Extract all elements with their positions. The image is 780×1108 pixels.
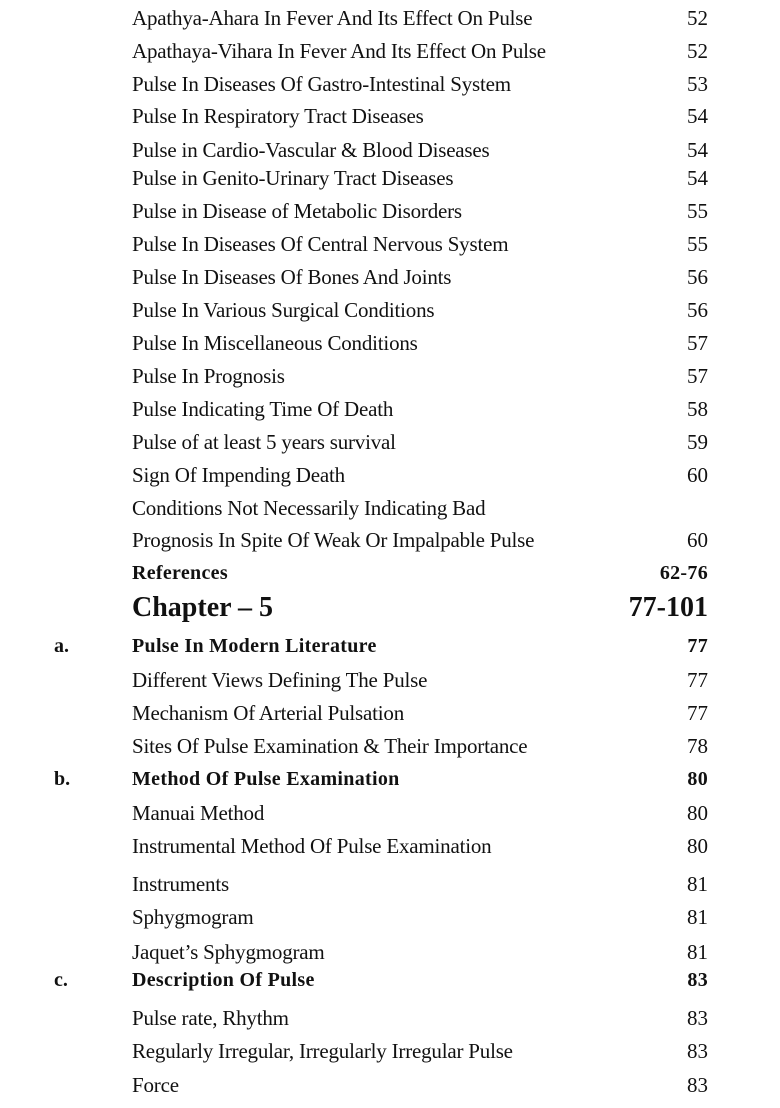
toc-entry xyxy=(0,39,780,69)
toc-entry xyxy=(0,1073,780,1103)
page-number: 54 xyxy=(687,166,708,190)
toc-entry xyxy=(0,232,780,262)
page-number: 57 xyxy=(687,331,708,355)
entry-title: References xyxy=(132,562,228,584)
entry-title: Pulse In Diseases Of Gastro-Intestinal System xyxy=(132,72,511,96)
toc-entry xyxy=(0,801,780,831)
toc-entry xyxy=(0,104,780,134)
page-number: 53 xyxy=(687,72,708,96)
page-number: 83 xyxy=(687,1006,708,1030)
page-number: 55 xyxy=(687,199,708,223)
toc-section-heading xyxy=(0,969,780,999)
toc-entry xyxy=(0,463,780,493)
entry-title: Method Of Pulse Examination xyxy=(132,768,400,790)
entry-title: Pulse In Diseases Of Central Nervous System xyxy=(132,232,509,256)
entry-title: Pulse In Miscellaneous Conditions xyxy=(132,331,418,355)
chapter-heading xyxy=(0,592,780,622)
entry-title: Apathya-Ahara In Fever And Its Effect On Pulse xyxy=(132,6,533,30)
toc-entry xyxy=(0,872,780,902)
page-number: 59 xyxy=(687,430,708,454)
page-number: 52 xyxy=(687,6,708,30)
page-number: 58 xyxy=(687,397,708,421)
page-number: 81 xyxy=(687,872,708,896)
page-number: 54 xyxy=(687,104,708,128)
toc-entry xyxy=(0,265,780,295)
entry-title: Apathaya-Vihara In Fever And Its Effect On Pulse xyxy=(132,39,546,63)
page-number: 80 xyxy=(687,768,708,790)
toc-entry xyxy=(0,364,780,394)
entry-title: Prognosis In Spite Of Weak Or Impalpable Pulse xyxy=(132,528,535,552)
section-marker: b. xyxy=(54,768,71,790)
page-number: 77-101 xyxy=(628,592,708,623)
toc-section-heading xyxy=(0,562,780,592)
entry-title: Mechanism Of Arterial Pulsation xyxy=(132,701,404,725)
entry-title: Pulse in Disease of Metabolic Disorders xyxy=(132,199,462,223)
entry-title: Chapter – 5 xyxy=(132,592,274,623)
toc-entry xyxy=(0,734,780,764)
entry-title: Pulse in Genito-Urinary Tract Diseases xyxy=(132,166,454,190)
page-number: 56 xyxy=(687,298,708,322)
entry-title: Jaquet’s Sphygmogram xyxy=(132,940,325,964)
toc-entry xyxy=(0,6,780,36)
toc-entry xyxy=(0,496,780,526)
toc-entry xyxy=(0,166,780,196)
toc-entry xyxy=(0,834,780,864)
entry-title: Regularly Irregular, Irregularly Irregular Pulse xyxy=(132,1039,513,1063)
toc-entry xyxy=(0,1039,780,1069)
toc-entry xyxy=(0,298,780,328)
page-number: 81 xyxy=(687,905,708,929)
toc-entry xyxy=(0,1006,780,1036)
page-number: 77 xyxy=(687,701,708,725)
entry-title: Sites Of Pulse Examination & Their Importance xyxy=(132,734,528,758)
entry-title: Description Of Pulse xyxy=(132,969,315,991)
toc-section-heading xyxy=(0,768,780,798)
entry-title: Sphygmogram xyxy=(132,905,254,929)
page-number: 83 xyxy=(687,969,708,991)
page-number: 62-76 xyxy=(659,562,708,584)
entry-title: Pulse in Cardio-Vascular & Blood Diseases xyxy=(132,138,490,162)
entry-title: Pulse In Prognosis xyxy=(132,364,285,388)
toc-entry xyxy=(0,905,780,935)
page-number: 77 xyxy=(687,635,708,657)
toc-entry xyxy=(0,72,780,102)
entry-title: Pulse rate, Rhythm xyxy=(132,1006,289,1030)
page-number: 52 xyxy=(687,39,708,63)
toc-entry xyxy=(0,701,780,731)
page-number: 56 xyxy=(687,265,708,289)
entry-title: Force xyxy=(132,1073,179,1097)
toc-section-heading xyxy=(0,635,780,665)
page-number: 83 xyxy=(687,1073,708,1097)
section-marker: a. xyxy=(54,635,69,657)
entry-title: Conditions Not Necessarily Indicating Bad xyxy=(132,496,486,520)
entry-title: Sign Of Impending Death xyxy=(132,463,345,487)
toc-entry xyxy=(0,940,780,970)
toc-entry xyxy=(0,331,780,361)
page-number: 54 xyxy=(687,138,708,162)
page-number: 77 xyxy=(687,668,708,692)
page-number: 78 xyxy=(687,734,708,758)
section-marker: c. xyxy=(54,969,68,991)
toc-entry xyxy=(0,397,780,427)
entry-title: Pulse In Various Surgical Conditions xyxy=(132,298,435,322)
toc-entry xyxy=(0,528,780,558)
entry-title: Pulse Indicating Time Of Death xyxy=(132,397,394,421)
entry-title: Different Views Defining The Pulse xyxy=(132,668,428,692)
page-number: 80 xyxy=(687,801,708,825)
page-number: 60 xyxy=(687,528,708,552)
page-number: 55 xyxy=(687,232,708,256)
entry-title: Manuai Method xyxy=(132,801,265,825)
entry-title: Pulse In Modern Literature xyxy=(132,635,377,657)
entry-title: Pulse of at least 5 years survival xyxy=(132,430,396,454)
page-number: 83 xyxy=(687,1039,708,1063)
page-number: 60 xyxy=(687,463,708,487)
toc-entry xyxy=(0,138,780,168)
entry-title: Instruments xyxy=(132,872,229,896)
toc-entry xyxy=(0,199,780,229)
entry-title: Pulse In Respiratory Tract Diseases xyxy=(132,104,424,128)
entry-title: Pulse In Diseases Of Bones And Joints xyxy=(132,265,452,289)
page-number: 80 xyxy=(687,834,708,858)
page-number: 81 xyxy=(687,940,708,964)
entry-title: Instrumental Method Of Pulse Examination xyxy=(132,834,492,858)
toc-entry xyxy=(0,668,780,698)
toc-entry xyxy=(0,430,780,460)
page-number: 57 xyxy=(687,364,708,388)
